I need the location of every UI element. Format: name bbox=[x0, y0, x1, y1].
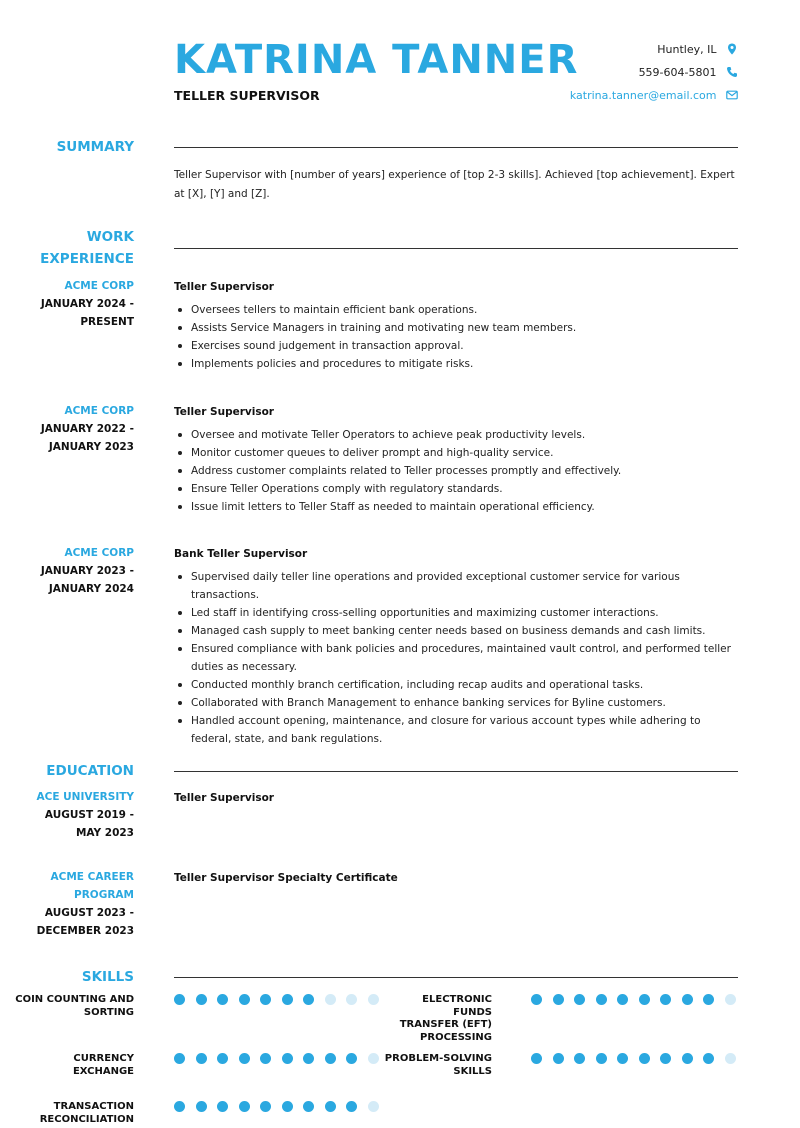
skill-dot-filled bbox=[660, 1053, 671, 1064]
skill-dot-empty bbox=[368, 994, 379, 1005]
summary-text: Teller Supervisor with [number of years] experience of [top 2-3 skills]. Achieved [top achievement]. Expert at [X], [Y] and [Z]. bbox=[174, 169, 735, 200]
skill-dot-filled bbox=[617, 1053, 628, 1064]
skill-dot-filled bbox=[325, 1101, 336, 1112]
list-item: Managed cash supply to meet banking center needs based on business demands and cash limits. bbox=[174, 622, 738, 640]
degree-name: Teller Supervisor bbox=[174, 792, 274, 804]
phone-text: 559-604-5801 bbox=[638, 66, 717, 79]
skill-dot-filled bbox=[260, 1101, 271, 1112]
list-item: Ensured compliance with bank policies and procedures, maintained vault control, and performed teller duties as necessary. bbox=[174, 640, 738, 676]
list-item: Handled account opening, maintenance, and closure for various account types while adhering to federal, state, and bank regulations. bbox=[174, 712, 738, 748]
section-title-line: EXPERIENCE bbox=[40, 251, 134, 267]
list-item: Implements policies and procedures to mitigate risks. bbox=[174, 355, 738, 373]
skill-dot-filled bbox=[553, 1053, 564, 1064]
list-item: Oversees tellers to maintain efficient bank operations. bbox=[174, 301, 738, 319]
skill-name-line: SKILLS bbox=[453, 1065, 492, 1077]
skill-dot-filled bbox=[682, 994, 693, 1005]
section-divider bbox=[174, 248, 738, 249]
degree-name: Teller Supervisor Specialty Certificate bbox=[174, 872, 398, 884]
skill-dot-filled bbox=[703, 994, 714, 1005]
skill-name-line: TRANSACTION bbox=[53, 1101, 134, 1112]
skill-dot-filled bbox=[260, 994, 271, 1005]
skill-rating bbox=[531, 1053, 736, 1064]
skill-dot-filled bbox=[217, 1053, 228, 1064]
skill-dot-filled bbox=[282, 1053, 293, 1064]
skill-rating bbox=[174, 994, 379, 1005]
skill-rating bbox=[531, 994, 736, 1005]
job-dates: JANUARY 2023 - bbox=[40, 565, 134, 577]
section-title-summary: SUMMARY bbox=[56, 139, 134, 155]
skill-name-line: ELECTRONIC FUNDS bbox=[422, 994, 492, 1018]
skill-dot-filled bbox=[196, 1101, 207, 1112]
list-item: Monitor customer queues to deliver prompt and high-quality service. bbox=[174, 444, 738, 462]
skill-dot-filled bbox=[703, 1053, 714, 1064]
phone-icon bbox=[726, 66, 738, 78]
job-dates: JANUARY 2022 - bbox=[40, 423, 134, 435]
skill-dot-filled bbox=[174, 1053, 185, 1064]
job-title: TELLER SUPERVISOR bbox=[174, 88, 320, 103]
skill-dot-filled bbox=[217, 1101, 228, 1112]
skill-dot-empty bbox=[725, 994, 736, 1005]
section-title-work-experience bbox=[14, 226, 134, 270]
list-item: Ensure Teller Operations comply with regulatory standards. bbox=[174, 480, 738, 498]
job-bullets bbox=[174, 426, 738, 516]
skill-name bbox=[0, 1053, 134, 1078]
education-meta bbox=[4, 788, 134, 842]
company-name: ACME CORP bbox=[64, 280, 134, 292]
skill-dot-empty bbox=[368, 1053, 379, 1064]
job-bullets bbox=[174, 301, 738, 373]
contact-phone bbox=[488, 66, 738, 79]
list-item: Supervised daily teller line operations and provided exceptional customer service for various transactions. bbox=[174, 568, 738, 604]
list-item: Oversee and motivate Teller Operators to achieve peak productivity levels. bbox=[174, 426, 738, 444]
skill-rating bbox=[174, 1053, 379, 1064]
skill-dot-filled bbox=[217, 994, 228, 1005]
skill-dot-filled bbox=[196, 1053, 207, 1064]
section-title-line: WORK bbox=[86, 229, 134, 245]
list-item: Assists Service Managers in training and motivating new team members. bbox=[174, 319, 738, 337]
skill-dot-empty bbox=[725, 1053, 736, 1064]
education-dates: DECEMBER 2023 bbox=[36, 925, 134, 937]
list-item: Address customer complaints related to Teller processes promptly and effectively. bbox=[174, 462, 738, 480]
skill-dot-filled bbox=[574, 1053, 585, 1064]
skill-name-line: COIN COUNTING AND bbox=[15, 994, 134, 1005]
skill-dot-filled bbox=[639, 1053, 650, 1064]
skill-name bbox=[382, 994, 492, 1044]
skill-dot-filled bbox=[574, 994, 585, 1005]
school-name: PROGRAM bbox=[74, 889, 134, 901]
envelope-icon bbox=[726, 89, 738, 101]
location-text: Huntley, IL bbox=[657, 43, 717, 56]
skill-dot-filled bbox=[531, 994, 542, 1005]
company-name: ACME CORP bbox=[64, 405, 134, 417]
job-dates: JANUARY 2023 bbox=[48, 441, 134, 453]
contact-location bbox=[488, 43, 738, 56]
job-role: Bank Teller Supervisor bbox=[174, 548, 308, 560]
skill-dot-filled bbox=[553, 994, 564, 1005]
skill-name-line: SORTING bbox=[83, 1006, 134, 1018]
skill-dot-filled bbox=[596, 1053, 607, 1064]
section-divider bbox=[174, 977, 738, 978]
skill-dot-filled bbox=[639, 994, 650, 1005]
skill-dot-filled bbox=[174, 1101, 185, 1112]
section-title-education: EDUCATION bbox=[46, 763, 134, 779]
skill-dot-filled bbox=[239, 1101, 250, 1112]
skill-dot-filled bbox=[239, 994, 250, 1005]
skill-dot-filled bbox=[660, 994, 671, 1005]
section-title-skills: SKILLS bbox=[81, 969, 134, 985]
section-divider bbox=[174, 771, 738, 772]
skill-dot-filled bbox=[239, 1053, 250, 1064]
company-name: ACME CORP bbox=[64, 547, 134, 559]
skill-name bbox=[382, 1053, 492, 1078]
education-dates: AUGUST 2023 - bbox=[44, 907, 134, 919]
list-item: Issue limit letters to Teller Staff as needed to maintain operational efficiency. bbox=[174, 498, 738, 516]
school-name: ACME CAREER bbox=[50, 871, 134, 883]
job-dates: JANUARY 2024 bbox=[48, 583, 134, 595]
skill-dot-filled bbox=[531, 1053, 542, 1064]
list-item: Collaborated with Branch Management to enhance banking services for Byline customers. bbox=[174, 694, 738, 712]
skill-dot-filled bbox=[282, 1101, 293, 1112]
skill-rating bbox=[174, 1101, 379, 1112]
email-link[interactable]: katrina.tanner@email.com bbox=[569, 89, 717, 102]
job-meta bbox=[4, 544, 134, 598]
job-meta bbox=[4, 402, 134, 456]
section-divider bbox=[174, 147, 738, 148]
skill-dot-filled bbox=[303, 994, 314, 1005]
skill-name-line: EXCHANGE bbox=[72, 1065, 134, 1077]
list-item: Led staff in identifying cross-selling opportunities and maximizing customer interactions. bbox=[174, 604, 738, 622]
skill-name-line: TRANSFER (EFT) bbox=[399, 1019, 492, 1030]
list-item: Exercises sound judgement in transaction approval. bbox=[174, 337, 738, 355]
skill-dot-filled bbox=[260, 1053, 271, 1064]
education-dates: MAY 2023 bbox=[75, 827, 134, 839]
job-bullets bbox=[174, 568, 738, 748]
skill-dot-empty bbox=[325, 994, 336, 1005]
skill-name bbox=[0, 994, 134, 1019]
candidate-name: KATRINA TANNER bbox=[174, 37, 579, 83]
job-dates: JANUARY 2024 - bbox=[40, 298, 134, 310]
job-dates: PRESENT bbox=[80, 316, 134, 328]
skill-dot-filled bbox=[346, 1101, 357, 1112]
map-pin-icon bbox=[726, 43, 738, 55]
skill-dot-empty bbox=[368, 1101, 379, 1112]
skill-name-line: CURRENCY bbox=[73, 1053, 134, 1064]
skill-name-line: PROBLEM-SOLVING bbox=[384, 1053, 492, 1064]
contact-email[interactable] bbox=[488, 89, 738, 102]
skill-dot-filled bbox=[325, 1053, 336, 1064]
job-role: Teller Supervisor bbox=[174, 281, 274, 293]
job-meta bbox=[4, 277, 134, 331]
education-meta bbox=[4, 868, 134, 940]
skill-dot-filled bbox=[303, 1101, 314, 1112]
skill-name bbox=[0, 1101, 134, 1126]
skill-dot-filled bbox=[282, 994, 293, 1005]
skill-dot-filled bbox=[596, 994, 607, 1005]
school-name: ACE UNIVERSITY bbox=[36, 791, 134, 803]
skill-dot-filled bbox=[303, 1053, 314, 1064]
education-dates: AUGUST 2019 - bbox=[44, 809, 134, 821]
skill-dot-filled bbox=[196, 994, 207, 1005]
job-role: Teller Supervisor bbox=[174, 406, 274, 418]
skill-name-line: PROCESSING bbox=[420, 1031, 492, 1043]
skill-dot-filled bbox=[617, 994, 628, 1005]
list-item: Conducted monthly branch certification, including recap audits and operational tasks. bbox=[174, 676, 738, 694]
skill-dot-empty bbox=[346, 994, 357, 1005]
skill-dot-filled bbox=[346, 1053, 357, 1064]
skill-dot-filled bbox=[682, 1053, 693, 1064]
skill-dot-filled bbox=[174, 994, 185, 1005]
skill-name-line: RECONCILIATION bbox=[39, 1113, 134, 1125]
